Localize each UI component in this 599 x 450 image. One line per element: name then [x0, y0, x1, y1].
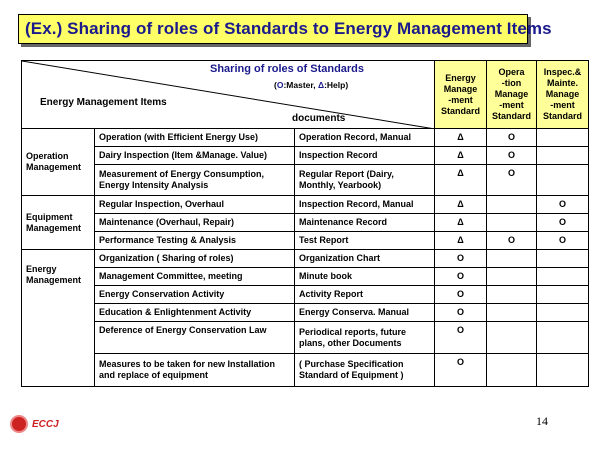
operation-mark: O — [487, 165, 537, 196]
table-row — [22, 268, 589, 286]
col-header-inspection-standard: Inspec.& Mainte. Manage -ment Standard — [537, 61, 589, 129]
item-cell: Organization ( Sharing of roles) — [95, 250, 295, 268]
item-cell: Education & Enlightenment Activity — [95, 304, 295, 322]
energy-mark: Δ — [435, 165, 487, 196]
doc-cell: Test Report — [295, 232, 435, 250]
inspection-mark — [537, 354, 589, 387]
doc-cell: Regular Report (Dairy, Monthly, Yearbook) — [295, 165, 435, 196]
table-row — [22, 165, 589, 196]
group-energy-management: Energy Management — [22, 250, 95, 387]
eccj-logo-icon — [10, 415, 28, 433]
eccj-logo-text: ECCJ — [32, 418, 59, 430]
energy-mark: Δ — [435, 147, 487, 165]
operation-mark — [487, 354, 537, 387]
operation-mark — [487, 196, 537, 214]
item-cell: Management Committee, meeting — [95, 268, 295, 286]
table-row — [22, 304, 589, 322]
master-symbol: O — [276, 80, 284, 90]
inspection-mark — [537, 129, 589, 147]
inspection-mark — [537, 147, 589, 165]
operation-mark: O — [487, 232, 537, 250]
col-header-energy-standard: Energy Manage -ment Standard — [435, 61, 487, 129]
slide-title: (Ex.) Sharing of roles of Standards to Energy Management Items — [25, 19, 552, 38]
doc-cell: Minute book — [295, 268, 435, 286]
item-cell: Performance Testing & Analysis — [95, 232, 295, 250]
inspection-mark — [537, 286, 589, 304]
doc-cell: Maintenance Record — [295, 214, 435, 232]
operation-mark: O — [487, 129, 537, 147]
help-symbol: Δ — [317, 80, 325, 90]
eccj-logo — [10, 415, 59, 433]
group-equipment-management: Equipment Management — [22, 196, 95, 250]
doc-cell: Energy Conserva. Manual — [295, 304, 435, 322]
doc-cell: Activity Report — [295, 286, 435, 304]
item-cell: Measures to be taken for new Installation and replace of equipment — [95, 354, 295, 387]
inspection-mark: O — [537, 232, 589, 250]
slide-title-box — [18, 14, 552, 44]
table-header-corner — [22, 61, 435, 129]
item-cell: Measurement of Energy Consumption, Energy Intensity Analysis — [95, 165, 295, 196]
documents-label: documents — [292, 113, 346, 124]
group-operation-management: Operation Management — [22, 129, 95, 196]
energy-management-items-label: Energy Management Items — [40, 97, 167, 108]
energy-mark: O — [435, 286, 487, 304]
table-row — [22, 232, 589, 250]
operation-mark: O — [487, 147, 537, 165]
legend: (O:Master, Δ:Help) — [274, 80, 349, 90]
energy-mark: O — [435, 268, 487, 286]
table-row — [22, 322, 589, 354]
roles-table — [21, 60, 589, 387]
doc-cell: Inspection Record, Manual — [295, 196, 435, 214]
operation-mark — [487, 268, 537, 286]
operation-mark — [487, 304, 537, 322]
energy-mark: O — [435, 322, 487, 354]
energy-mark: Δ — [435, 232, 487, 250]
inspection-mark — [537, 268, 589, 286]
inspection-mark — [537, 304, 589, 322]
inspection-mark: O — [537, 214, 589, 232]
sharing-roles-title: Sharing of roles of Standards — [210, 63, 365, 75]
item-cell: Regular Inspection, Overhaul — [95, 196, 295, 214]
table-row — [22, 354, 589, 387]
table-row — [22, 214, 589, 232]
item-cell: Operation (with Efficient Energy Use) — [95, 129, 295, 147]
energy-mark: Δ — [435, 214, 487, 232]
operation-mark — [487, 286, 537, 304]
doc-cell: Organization Chart — [295, 250, 435, 268]
item-cell: Maintenance (Overhaul, Repair) — [95, 214, 295, 232]
table-row — [22, 286, 589, 304]
page-number: 14 — [536, 414, 548, 428]
energy-mark: O — [435, 304, 487, 322]
energy-mark: Δ — [435, 196, 487, 214]
operation-mark — [487, 214, 537, 232]
doc-cell: Operation Record, Manual — [295, 129, 435, 147]
col-header-operation-standard: Opera -tion Manage -ment Standard — [487, 61, 537, 129]
doc-cell: ( Purchase Specification Standard of Equipment ) — [295, 354, 435, 387]
energy-mark: Δ — [435, 129, 487, 147]
energy-mark: O — [435, 354, 487, 387]
item-cell: Energy Conservation Activity — [95, 286, 295, 304]
item-cell: Deference of Energy Conservation Law — [95, 322, 295, 354]
doc-cell: Inspection Record — [295, 147, 435, 165]
table-row — [22, 129, 589, 147]
doc-cell: Periodical reports, future plans, other Documents — [295, 322, 435, 354]
table-row — [22, 196, 589, 214]
inspection-mark — [537, 165, 589, 196]
inspection-mark — [537, 322, 589, 354]
table-row — [22, 250, 589, 268]
operation-mark — [487, 322, 537, 354]
table-row — [22, 147, 589, 165]
inspection-mark — [537, 250, 589, 268]
energy-mark: O — [435, 250, 487, 268]
inspection-mark: O — [537, 196, 589, 214]
item-cell: Dairy Inspection (Item &Manage. Value) — [95, 147, 295, 165]
operation-mark — [487, 250, 537, 268]
